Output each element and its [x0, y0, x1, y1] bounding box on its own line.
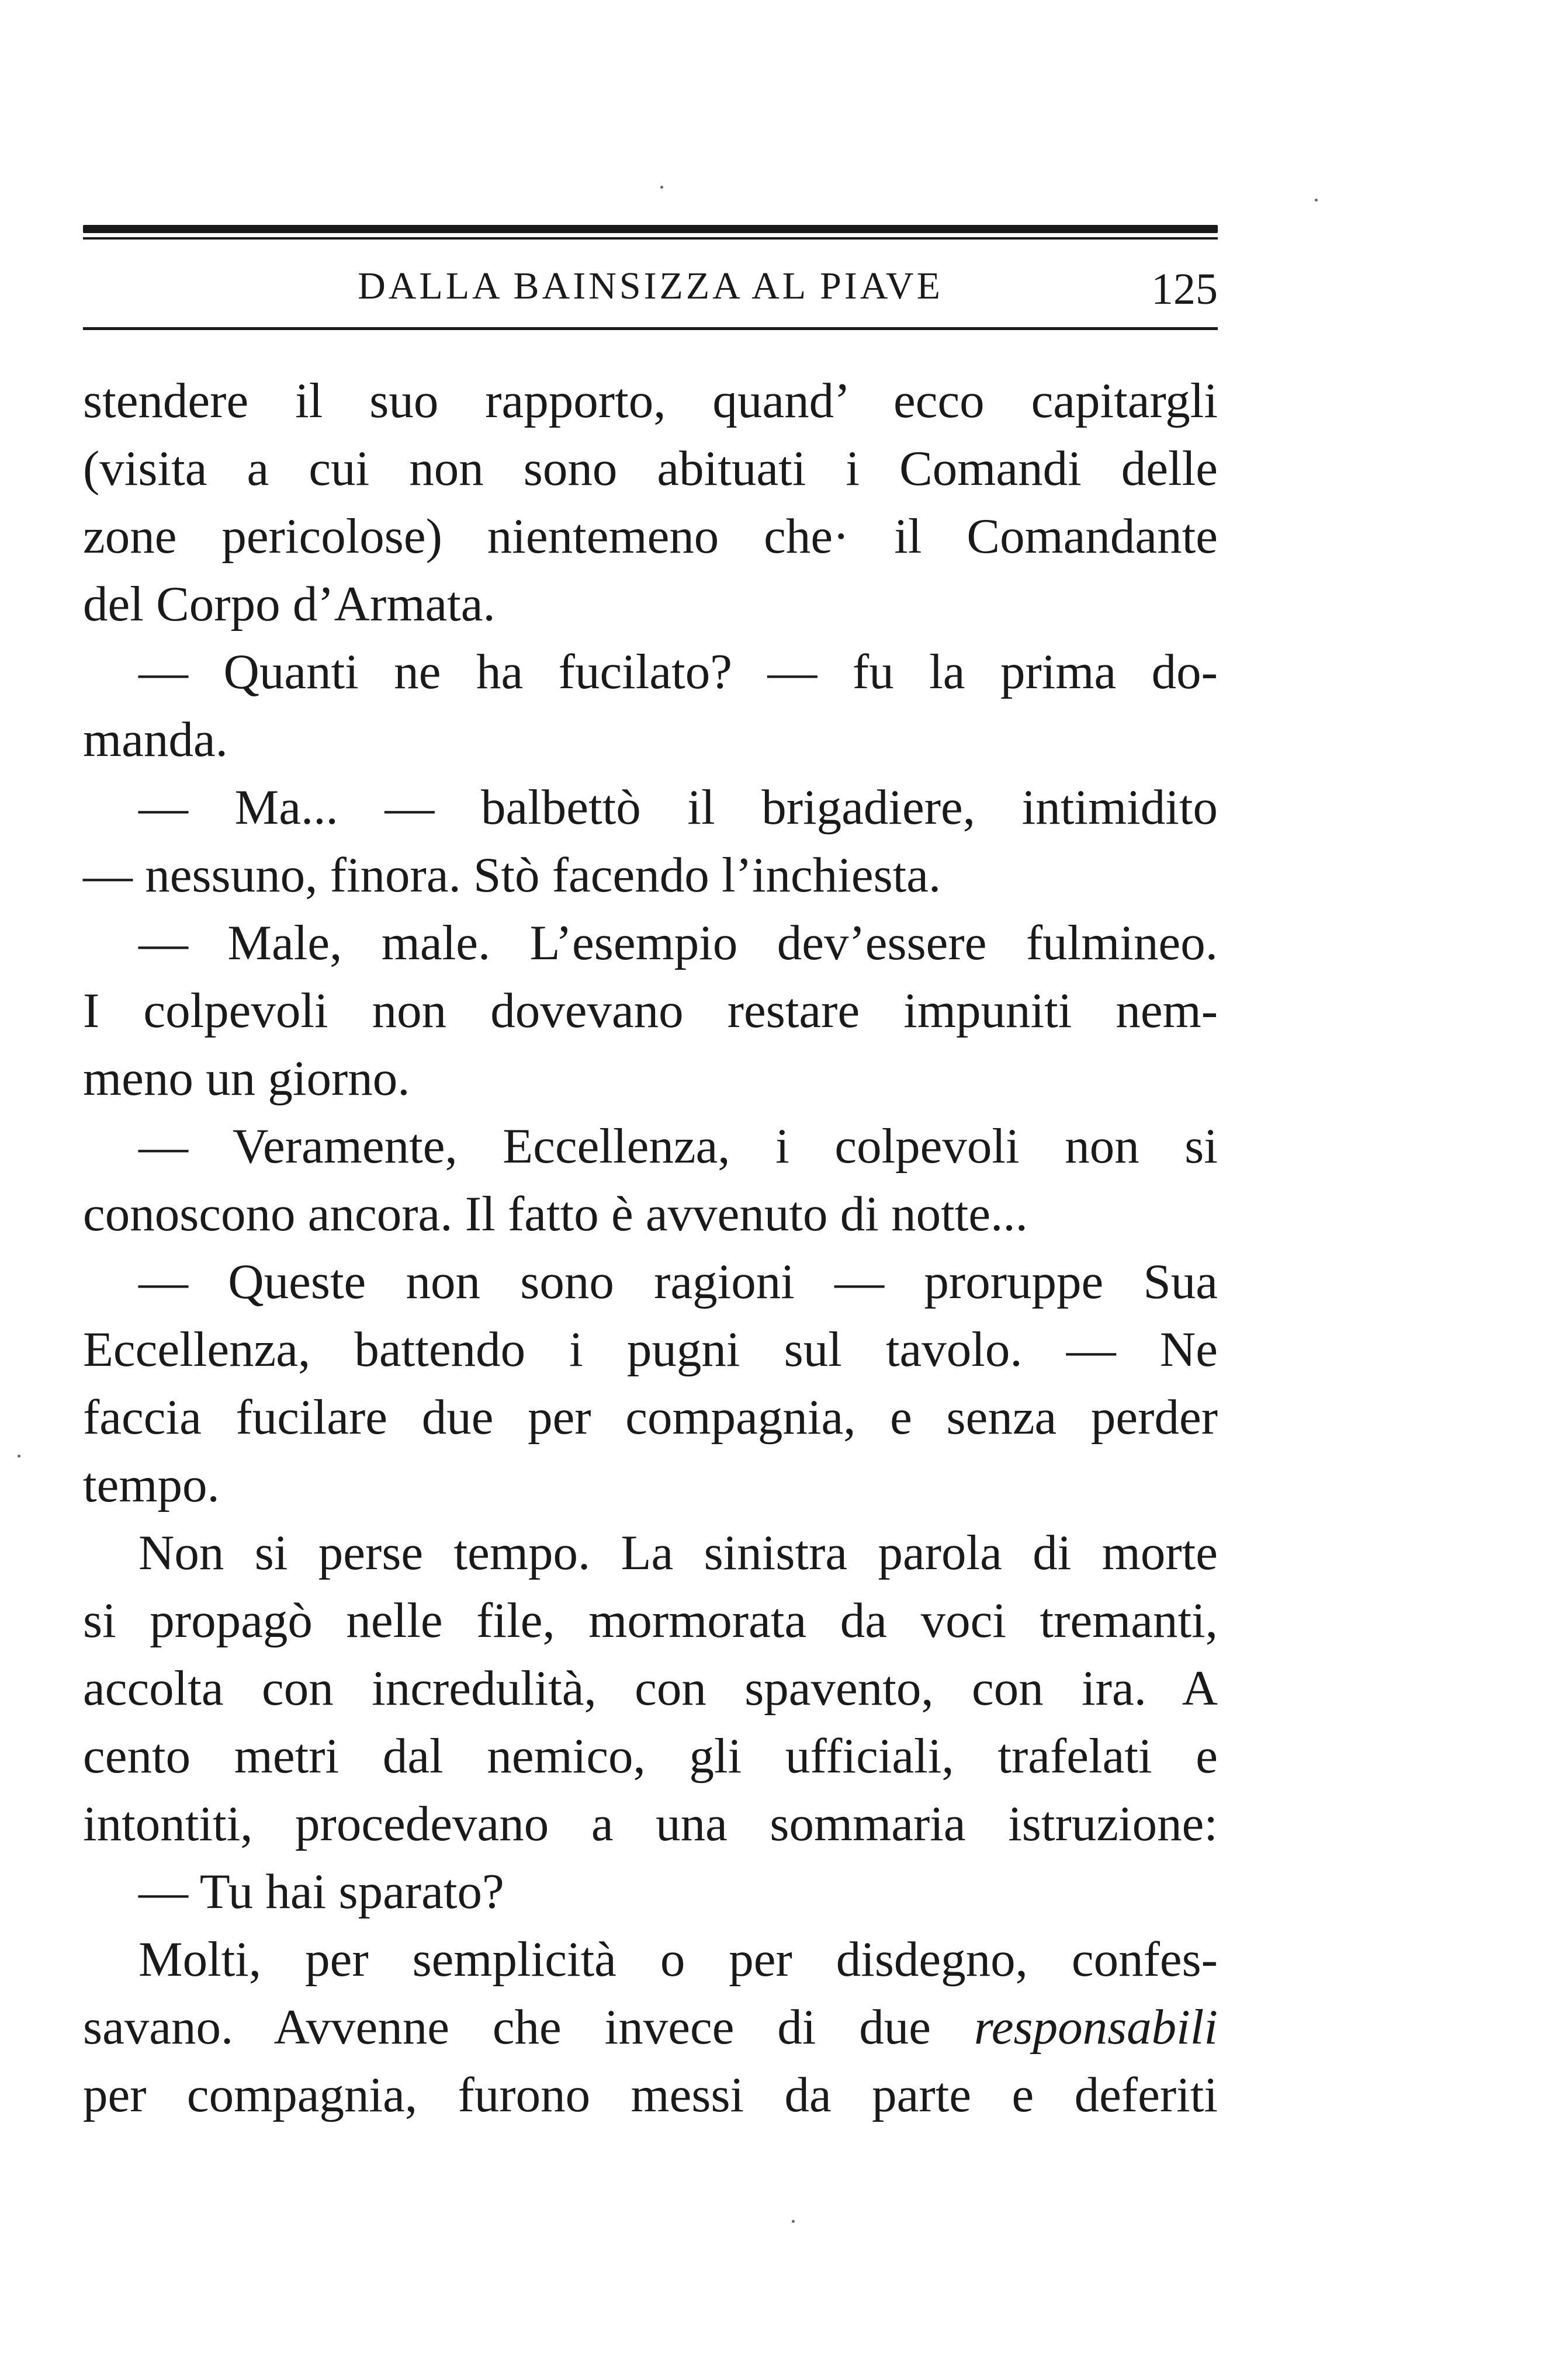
- header-rule-bottom: [83, 327, 1218, 330]
- text-line-with-italic: [83, 1993, 1218, 2061]
- text-line: zone pericolose) nientemeno che· il Comandante: [83, 509, 1218, 564]
- text-line: del Corpo d’Armata.: [83, 577, 496, 632]
- text-line: Molti, per semplicità o per disdegno, confes-: [138, 1932, 1218, 1987]
- print-speck: [1315, 199, 1318, 202]
- text-line: per compagnia, furono messi da parte e deferiti: [83, 2067, 1218, 2122]
- print-speck: [660, 186, 663, 189]
- text-line: — Queste non sono ragioni — proruppe Sua: [138, 1254, 1218, 1309]
- text-line: (visita a cui non sono abituati i Comandi delle: [83, 441, 1218, 496]
- header-rule-thin: [83, 237, 1218, 240]
- page-number: 125: [1151, 265, 1218, 314]
- running-title: DALLA BAINSIZZA AL PIAVE: [358, 265, 943, 307]
- text-line: — Male, male. L’esempio dev’essere fulmineo.: [138, 915, 1218, 970]
- text-line: I colpevoli non dovevano restare impuniti nem-: [83, 983, 1218, 1038]
- print-speck: [18, 1455, 20, 1458]
- body-text: [83, 367, 1218, 2129]
- text-line: accolta con incredulità, con spavento, con ira. A: [83, 1661, 1218, 1716]
- header-rule-thick: [83, 225, 1218, 233]
- text-line: — Ma... — balbettò il brigadiere, intimidito: [138, 780, 1218, 835]
- italic-word: responsabili: [974, 2000, 1218, 2055]
- text-line: meno un giorno.: [83, 1051, 410, 1106]
- text-line: cento metri dal nemico, gli ufficiali, trafelati e: [83, 1729, 1218, 1784]
- text-line: — Quanti ne ha fucilato? — fu la prima do-: [138, 644, 1218, 699]
- text-line: — nessuno, finora. Stò facendo l’inchiesta.: [83, 848, 941, 903]
- text-segment: savano. Avvenne che invece di due: [83, 2000, 931, 2055]
- text-line: si propagò nelle file, mormorata da voci tremanti,: [83, 1593, 1218, 1648]
- text-line: conoscono ancora. Il fatto è avvenuto di notte...: [83, 1186, 1028, 1241]
- text-line: tempo.: [83, 1458, 220, 1512]
- text-line: — Veramente, Eccellenza, i colpevoli non si: [138, 1119, 1218, 1174]
- running-head: [83, 257, 1218, 315]
- text-line: Eccellenza, battendo i pugni sul tavolo. — Ne: [83, 1322, 1218, 1377]
- text-line: intontiti, procedevano a una sommaria istruzione:: [83, 1796, 1218, 1851]
- text-line: — Tu hai sparato?: [138, 1864, 504, 1919]
- text-line: stendere il suo rapporto, quand’ ecco capitargli: [83, 373, 1218, 428]
- print-speck: [792, 2220, 795, 2223]
- text-line: manda.: [83, 712, 228, 767]
- text-line: Non si perse tempo. La sinistra parola di morte: [138, 1525, 1218, 1580]
- text-line: faccia fucilare due per compagnia, e senza perder: [83, 1390, 1218, 1445]
